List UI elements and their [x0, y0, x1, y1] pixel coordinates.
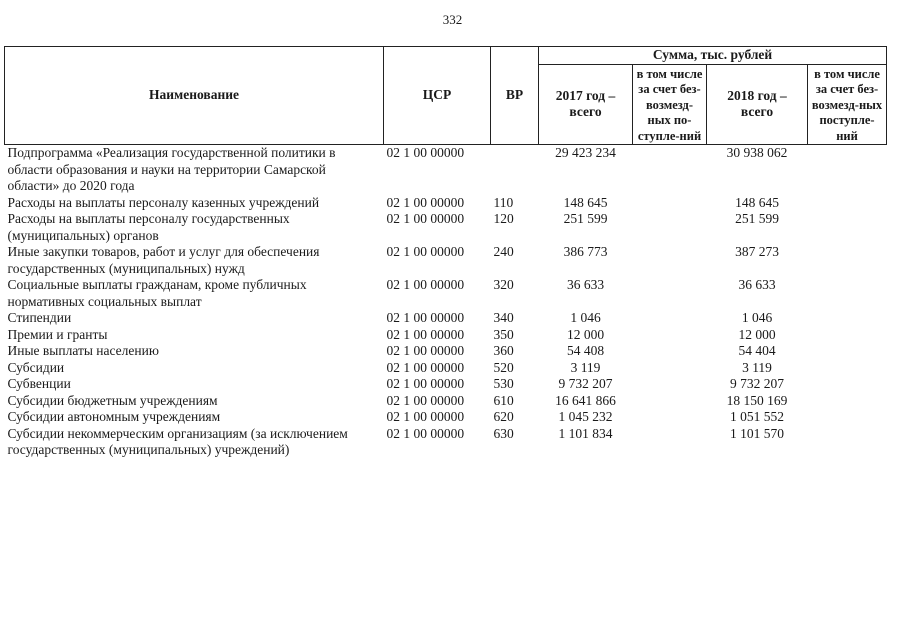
row-name: Субвенции [7, 376, 71, 391]
row-vr: 110 [493, 194, 514, 210]
row-2017-total: 36 633 [566, 277, 605, 292]
row-2017-total: 386 773 [563, 244, 608, 259]
row-2017-grants [633, 277, 707, 310]
row-2017-grants [633, 426, 707, 459]
row-2017-grants [633, 310, 707, 327]
row-2018-total: 18 150 169 [726, 392, 788, 408]
row-2017-grants [633, 244, 707, 277]
header-vr: ВР [491, 47, 539, 145]
table-row [5, 195, 887, 212]
row-2018-grants [808, 376, 887, 393]
table-row [5, 376, 887, 393]
row-2018-total: 12 000 [738, 326, 776, 342]
row-2018-total: 9 732 207 [730, 376, 784, 391]
row-name: Иные закупки товаров, работ и услуг для обеспечения государственных (муниципальных) нужд [7, 244, 320, 276]
page-number: 332 [442, 12, 463, 27]
table-row [5, 310, 887, 327]
row-2017-grants [633, 360, 707, 377]
budget-table [4, 46, 887, 459]
row-2018-grants [808, 145, 887, 195]
table-row [5, 343, 887, 360]
row-name: Иные выплаты населению [7, 343, 159, 358]
row-csr: 02 1 00 00000 [386, 425, 465, 441]
row-2018-total: 1 101 570 [730, 425, 784, 441]
row-2018-total: 36 633 [738, 277, 776, 292]
row-2017-grants [633, 376, 707, 393]
table-row [5, 393, 887, 410]
row-2017-grants [633, 327, 707, 344]
row-csr: 02 1 00 00000 [386, 211, 465, 226]
row-2018-total: 1 046 [741, 310, 773, 325]
row-2018-grants [808, 195, 887, 212]
table-row [5, 211, 887, 244]
row-2017-total: 54 408 [566, 343, 605, 358]
row-csr: 02 1 00 00000 [386, 244, 465, 259]
row-vr: 620 [493, 409, 514, 424]
row-2018-total: 251 599 [735, 211, 779, 226]
row-2018-total: 148 645 [735, 194, 779, 210]
row-2018-grants [808, 310, 887, 327]
table-row [5, 145, 887, 195]
table-row [5, 277, 887, 310]
header-2017-total: 2017 год – всего [539, 64, 633, 145]
row-2017-grants [633, 145, 707, 195]
row-csr: 02 1 00 00000 [386, 376, 465, 391]
header-name: Наименование [5, 47, 384, 145]
row-2018-total: 387 273 [735, 244, 779, 259]
row-2018-grants [808, 426, 887, 459]
row-name: Подпрограмма «Реализация государственной политики в области образования и науки на территории Самарской области» до 2020 года [5, 145, 384, 195]
row-vr: 340 [493, 310, 514, 325]
row-vr: 530 [493, 376, 514, 391]
row-vr: 630 [493, 425, 514, 441]
row-2018-grants [808, 211, 887, 244]
row-vr [491, 145, 539, 195]
row-2017-total: 16 641 866 [555, 392, 616, 408]
row-vr: 360 [493, 343, 514, 358]
row-2017-grants [633, 409, 707, 426]
row-2018-grants [808, 277, 887, 310]
row-2018-grants [808, 409, 887, 426]
row-2017-total: 12 000 [566, 326, 605, 342]
row-2018-total: 1 051 552 [730, 409, 784, 424]
row-2017-total: 1 045 232 [558, 409, 613, 424]
row-name: Премии и гранты [7, 326, 108, 342]
table-row [5, 409, 887, 426]
row-2018-total: 3 119 [742, 359, 772, 375]
table-row [5, 244, 887, 277]
row-csr: 02 1 00 00000 [386, 409, 465, 424]
row-vr: 350 [493, 326, 514, 342]
row-2017-total: 29 423 234 [539, 145, 633, 195]
row-2017-grants [633, 343, 707, 360]
row-2018-total: 54 404 [738, 343, 776, 358]
table-row [5, 426, 887, 459]
row-2017-grants [633, 195, 707, 212]
row-2017-total: 3 119 [570, 359, 601, 375]
row-csr: 02 1 00 00000 [386, 392, 465, 408]
header-2018-grants: в том числе за счет без-возмезд-ных поступле-ний [808, 64, 887, 145]
row-name: Расходы на выплаты персоналу государственных (муниципальных) органов [7, 211, 290, 243]
row-name: Расходы на выплаты персоналу казенных учреждений [7, 194, 320, 210]
row-csr: 02 1 00 00000 [384, 145, 491, 195]
row-name: Субсидии [7, 359, 65, 375]
row-csr: 02 1 00 00000 [386, 359, 465, 375]
header-csr: ЦСР [384, 47, 491, 145]
header-2017-grants: в том числе за счет без-возмезд-ных по-ступле-ний [633, 64, 707, 145]
row-csr: 02 1 00 00000 [386, 194, 465, 210]
row-csr: 02 1 00 00000 [386, 310, 465, 325]
row-name: Субсидии автономным учреждениям [7, 409, 221, 424]
row-vr: 320 [493, 277, 514, 292]
row-2017-total: 148 645 [563, 194, 608, 210]
row-2018-grants [808, 393, 887, 410]
row-name: Субсидии некоммерческим организациям (за исключением государственных (муниципальных) учреждений) [7, 425, 348, 457]
row-2017-total: 9 732 207 [558, 376, 613, 391]
row-vr: 610 [493, 392, 514, 408]
row-vr: 240 [493, 244, 514, 259]
row-2018-grants [808, 360, 887, 377]
header-2018-total: 2018 год – всего [707, 64, 808, 145]
row-name: Субсидии бюджетным учреждениям [7, 392, 218, 408]
row-name: Социальные выплаты гражданам, кроме публичных нормативных социальных выплат [7, 277, 307, 309]
row-2018-total: 30 938 062 [707, 145, 808, 195]
row-2017-total: 1 101 834 [558, 425, 613, 441]
row-2017-total: 1 046 [570, 310, 601, 325]
row-2017-grants [633, 211, 707, 244]
row-2017-grants [633, 393, 707, 410]
table-row [5, 327, 887, 344]
row-2017-total: 251 599 [563, 211, 608, 226]
row-vr: 520 [493, 359, 514, 375]
row-2018-grants [808, 343, 887, 360]
row-2018-grants [808, 244, 887, 277]
row-csr: 02 1 00 00000 [386, 343, 465, 358]
row-vr: 120 [493, 211, 514, 226]
table-row [5, 360, 887, 377]
row-csr: 02 1 00 00000 [386, 326, 465, 342]
row-name: Стипендии [7, 310, 72, 325]
header-sum-group: Сумма, тыс. рублей [539, 47, 887, 65]
row-2018-grants [808, 327, 887, 344]
row-csr: 02 1 00 00000 [386, 277, 465, 292]
